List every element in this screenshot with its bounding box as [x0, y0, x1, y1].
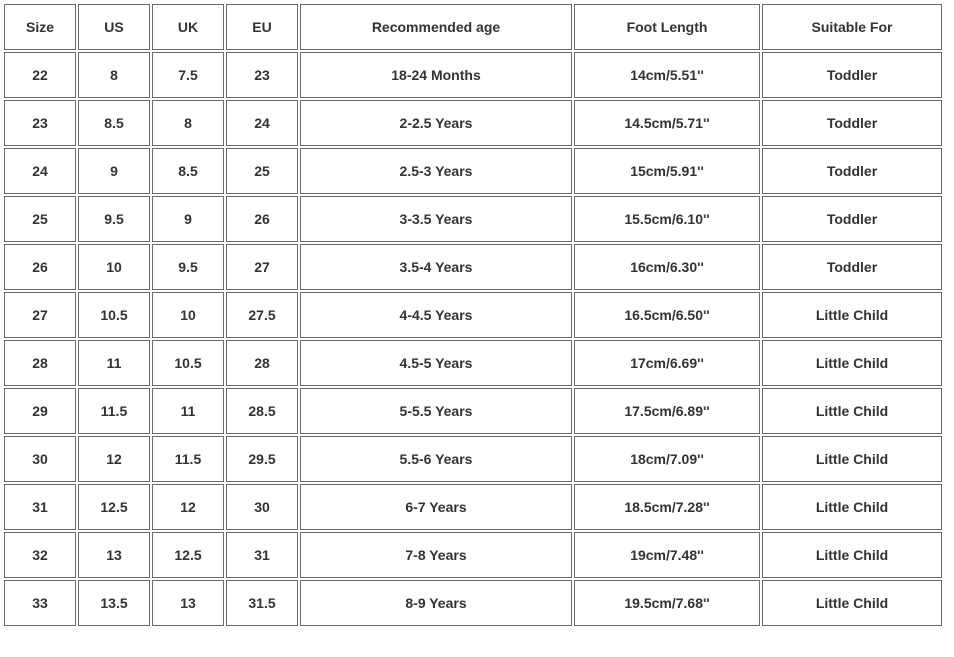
- table-cell: Little Child: [762, 532, 942, 578]
- table-cell: 8-9 Years: [300, 580, 572, 626]
- table-cell: 9: [78, 148, 150, 194]
- table-cell: 22: [4, 52, 76, 98]
- table-cell: Little Child: [762, 388, 942, 434]
- table-cell: 11: [78, 340, 150, 386]
- table-cell: 9.5: [152, 244, 224, 290]
- table-cell: 23: [4, 100, 76, 146]
- table-cell: Little Child: [762, 340, 942, 386]
- table-cell: 13: [152, 580, 224, 626]
- table-cell: 12.5: [78, 484, 150, 530]
- table-cell: 10: [78, 244, 150, 290]
- table-row: [4, 100, 942, 146]
- table-cell: 30: [4, 436, 76, 482]
- table-cell: 18-24 Months: [300, 52, 572, 98]
- table-cell: 28.5: [226, 388, 298, 434]
- table-row: [4, 292, 942, 338]
- table-cell: 17.5cm/6.89'': [574, 388, 760, 434]
- table-cell: 10.5: [152, 340, 224, 386]
- table-cell: 4-4.5 Years: [300, 292, 572, 338]
- table-cell: 18cm/7.09'': [574, 436, 760, 482]
- table-body: [4, 52, 942, 626]
- table-cell: 27: [4, 292, 76, 338]
- table-cell: 15cm/5.91'': [574, 148, 760, 194]
- table-cell: 19.5cm/7.68'': [574, 580, 760, 626]
- table-cell: 11: [152, 388, 224, 434]
- table-cell: 12: [78, 436, 150, 482]
- table-row: [4, 436, 942, 482]
- table-row: [4, 580, 942, 626]
- column-header: Suitable For: [762, 4, 942, 50]
- table-cell: 3.5-4 Years: [300, 244, 572, 290]
- table-cell: 8.5: [78, 100, 150, 146]
- table-cell: 14cm/5.51'': [574, 52, 760, 98]
- table-cell: 12: [152, 484, 224, 530]
- table-cell: 10: [152, 292, 224, 338]
- table-cell: 26: [4, 244, 76, 290]
- table-cell: 11.5: [152, 436, 224, 482]
- table-cell: 8: [78, 52, 150, 98]
- table-cell: 28: [4, 340, 76, 386]
- table-cell: 19cm/7.48'': [574, 532, 760, 578]
- table-row: [4, 148, 942, 194]
- table-cell: 17cm/6.69'': [574, 340, 760, 386]
- table-row: [4, 196, 942, 242]
- table-cell: 3-3.5 Years: [300, 196, 572, 242]
- table-cell: 8: [152, 100, 224, 146]
- table-cell: 11.5: [78, 388, 150, 434]
- table-cell: 30: [226, 484, 298, 530]
- column-header: Size: [4, 4, 76, 50]
- table-cell: 9: [152, 196, 224, 242]
- table-cell: 12.5: [152, 532, 224, 578]
- table-cell: 13: [78, 532, 150, 578]
- table-cell: 27: [226, 244, 298, 290]
- table-cell: 26: [226, 196, 298, 242]
- table-cell: 6-7 Years: [300, 484, 572, 530]
- table-cell: Little Child: [762, 484, 942, 530]
- table-cell: 27.5: [226, 292, 298, 338]
- size-chart-table: [2, 2, 944, 628]
- table-cell: Little Child: [762, 292, 942, 338]
- table-cell: 33: [4, 580, 76, 626]
- table-cell: Toddler: [762, 100, 942, 146]
- table-row: [4, 244, 942, 290]
- table-cell: 13.5: [78, 580, 150, 626]
- table-cell: 32: [4, 532, 76, 578]
- table-cell: 4.5-5 Years: [300, 340, 572, 386]
- table-cell: 7.5: [152, 52, 224, 98]
- table-cell: Little Child: [762, 580, 942, 626]
- table-cell: 29: [4, 388, 76, 434]
- table-cell: Toddler: [762, 148, 942, 194]
- table-cell: 10.5: [78, 292, 150, 338]
- table-cell: 2-2.5 Years: [300, 100, 572, 146]
- column-header: UK: [152, 4, 224, 50]
- table-cell: 5.5-6 Years: [300, 436, 572, 482]
- table-cell: 28: [226, 340, 298, 386]
- table-cell: Toddler: [762, 52, 942, 98]
- table-cell: 23: [226, 52, 298, 98]
- table-cell: Toddler: [762, 196, 942, 242]
- column-header: Foot Length: [574, 4, 760, 50]
- table-row: [4, 52, 942, 98]
- table-cell: 15.5cm/6.10'': [574, 196, 760, 242]
- table-cell: 14.5cm/5.71'': [574, 100, 760, 146]
- table-cell: 25: [226, 148, 298, 194]
- table-row: [4, 484, 942, 530]
- table-cell: 7-8 Years: [300, 532, 572, 578]
- table-cell: 31: [226, 532, 298, 578]
- table-cell: 24: [226, 100, 298, 146]
- table-cell: 8.5: [152, 148, 224, 194]
- table-cell: 25: [4, 196, 76, 242]
- table-row: [4, 532, 942, 578]
- table-row: [4, 340, 942, 386]
- table-cell: 16cm/6.30'': [574, 244, 760, 290]
- table-cell: 16.5cm/6.50'': [574, 292, 760, 338]
- table-cell: 18.5cm/7.28'': [574, 484, 760, 530]
- table-cell: Little Child: [762, 436, 942, 482]
- column-header: Recommended age: [300, 4, 572, 50]
- table-cell: 29.5: [226, 436, 298, 482]
- table-cell: 2.5-3 Years: [300, 148, 572, 194]
- table-cell: 31: [4, 484, 76, 530]
- table-cell: Toddler: [762, 244, 942, 290]
- table-row: [4, 388, 942, 434]
- table-header: [4, 4, 942, 50]
- header-row: [4, 4, 942, 50]
- column-header: US: [78, 4, 150, 50]
- column-header: EU: [226, 4, 298, 50]
- table-cell: 24: [4, 148, 76, 194]
- table-cell: 5-5.5 Years: [300, 388, 572, 434]
- table-cell: 9.5: [78, 196, 150, 242]
- table-cell: 31.5: [226, 580, 298, 626]
